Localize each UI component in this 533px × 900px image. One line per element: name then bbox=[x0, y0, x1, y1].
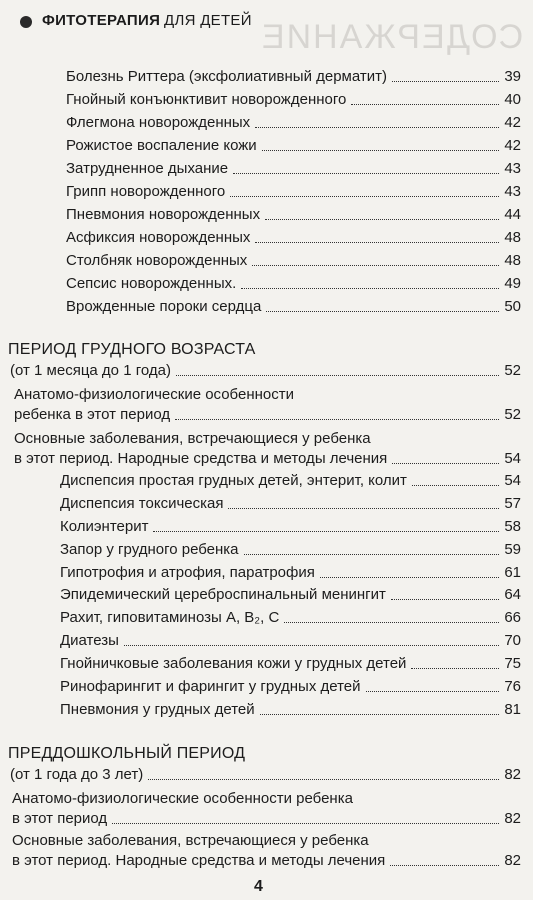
dot-leader bbox=[241, 288, 499, 289]
toc-entry bbox=[66, 275, 521, 293]
toc-entry bbox=[14, 450, 521, 468]
entry-page: 82 bbox=[504, 766, 521, 783]
entry-title: Ринофарингит и фарингит у грудных детей bbox=[60, 678, 361, 695]
toc-entry bbox=[66, 206, 521, 224]
entry-page: 81 bbox=[504, 701, 521, 718]
toc-entry bbox=[60, 541, 521, 559]
entry-title: Затрудненное дыхание bbox=[66, 160, 229, 177]
toc-entry bbox=[14, 406, 521, 424]
entry-title: Грипп новорожденного bbox=[66, 183, 226, 200]
entry-page: 61 bbox=[504, 564, 521, 581]
toc-entry bbox=[60, 564, 521, 582]
entry-page: 59 bbox=[504, 541, 521, 558]
dot-leader bbox=[176, 375, 499, 376]
entry-title-line: Анатомо-физиологические особенности bbox=[14, 386, 294, 403]
dot-leader bbox=[412, 485, 499, 486]
dot-leader bbox=[265, 219, 499, 220]
entry-title: Пневмония новорожденных bbox=[66, 206, 261, 223]
entry-title: Диспепсия токсическая bbox=[60, 495, 224, 512]
entry-page: 54 bbox=[504, 472, 521, 489]
entry-title: (от 1 месяца до 1 года) bbox=[10, 362, 171, 379]
entry-title: Гнойный конъюнктивит новорожденного bbox=[66, 91, 347, 108]
toc-entry bbox=[60, 678, 521, 696]
entry-page: 64 bbox=[504, 586, 521, 603]
entry-page: 40 bbox=[504, 91, 521, 108]
entry-title: Болезнь Риттера (эксфолиативный дерматит) bbox=[66, 68, 387, 85]
dot-leader bbox=[175, 419, 499, 420]
entry-title: Диатезы bbox=[60, 632, 119, 649]
entry-title: Колиэнтерит bbox=[60, 518, 149, 535]
entry-title: Гипотрофия и атрофия, паратрофия bbox=[60, 564, 315, 581]
entry-title: в этот период. Народные средства и методы лечения bbox=[14, 450, 388, 467]
entry-title: Эпидемический цереброспинальный менингит bbox=[60, 586, 386, 603]
toc-entry bbox=[60, 586, 521, 604]
dot-leader bbox=[266, 311, 499, 312]
dot-leader bbox=[284, 622, 499, 623]
entry-title: ребенка в этот период bbox=[14, 406, 171, 423]
section-heading: ПЕРИОД ГРУДНОГО ВОЗРАСТА bbox=[8, 341, 256, 358]
toc-entry bbox=[12, 852, 521, 870]
toc-entry bbox=[60, 655, 521, 673]
entry-title-line: Анатомо-физиологические особенности ребенка bbox=[12, 790, 353, 807]
toc-entry bbox=[66, 252, 521, 270]
toc-entry bbox=[60, 632, 521, 650]
entry-title: (от 1 года до 3 лет) bbox=[10, 766, 144, 783]
dot-leader bbox=[260, 714, 500, 715]
book-title: ФИТОТЕРАПИЯ bbox=[42, 12, 161, 29]
entry-title: Запор у грудного ребенка bbox=[60, 541, 239, 558]
dot-leader bbox=[351, 104, 499, 105]
page-number: 4 bbox=[254, 878, 263, 895]
toc-entry bbox=[66, 160, 521, 178]
dot-leader bbox=[124, 645, 499, 646]
entry-page: 66 bbox=[504, 609, 521, 626]
entry-title-line: Основные заболевания, встречающиеся у ребенка bbox=[12, 832, 369, 849]
entry-title: в этот период. Народные средства и методы лечения bbox=[12, 852, 386, 869]
toc-entry bbox=[10, 766, 521, 784]
entry-page: 50 bbox=[504, 298, 521, 315]
entry-page: 54 bbox=[504, 450, 521, 467]
bleed-through-text: СОДЕРЖАНИЕ bbox=[259, 18, 523, 56]
toc-entry bbox=[60, 701, 521, 719]
dot-leader bbox=[392, 463, 499, 464]
entry-title: Диспепсия простая грудных детей, энтерит, колит bbox=[60, 472, 407, 489]
toc-entry bbox=[60, 518, 521, 536]
entry-page: 42 bbox=[504, 114, 521, 131]
dot-leader bbox=[255, 127, 499, 128]
entry-page: 57 bbox=[504, 495, 521, 512]
dot-leader bbox=[391, 599, 499, 600]
entry-title: Рожистое воспаление кожи bbox=[66, 137, 257, 154]
entry-title: Столбняк новорожденных bbox=[66, 252, 248, 269]
entry-page: 58 bbox=[504, 518, 521, 535]
toc-entry bbox=[66, 298, 521, 316]
entry-page: 82 bbox=[504, 810, 521, 827]
entry-title: Асфиксия новорожденных bbox=[66, 229, 251, 246]
entry-title: Флегмона новорожденных bbox=[66, 114, 251, 131]
entry-title-line: Основные заболевания, встречающиеся у ребенка bbox=[14, 430, 371, 447]
entry-page: 48 bbox=[504, 229, 521, 246]
dot-leader bbox=[228, 508, 499, 509]
entry-page: 82 bbox=[504, 852, 521, 869]
toc-entry bbox=[66, 91, 521, 109]
entry-title: в этот период bbox=[12, 810, 108, 827]
entry-title: Пневмония у грудных детей bbox=[60, 701, 255, 718]
toc-entry bbox=[66, 68, 521, 86]
book-subtitle: ДЛЯ ДЕТЕЙ bbox=[164, 12, 252, 29]
dot-leader bbox=[153, 531, 499, 532]
entry-page: 43 bbox=[504, 160, 521, 177]
dot-leader bbox=[230, 196, 499, 197]
toc-entry bbox=[60, 609, 521, 627]
toc-entry bbox=[10, 362, 521, 380]
entry-page: 42 bbox=[504, 137, 521, 154]
entry-title: Врожденные пороки сердца bbox=[66, 298, 262, 315]
toc-entry bbox=[66, 137, 521, 155]
dot-leader bbox=[411, 668, 499, 669]
dot-leader bbox=[252, 265, 499, 266]
entry-page: 70 bbox=[504, 632, 521, 649]
entry-page: 75 bbox=[504, 655, 521, 672]
toc-entry bbox=[12, 810, 521, 828]
entry-page: 52 bbox=[504, 362, 521, 379]
dot-leader bbox=[255, 242, 499, 243]
toc-entry bbox=[66, 229, 521, 247]
dot-leader bbox=[112, 823, 499, 824]
dot-leader bbox=[366, 691, 500, 692]
entry-page: 39 bbox=[504, 68, 521, 85]
entry-page: 52 bbox=[504, 406, 521, 423]
dot-leader bbox=[244, 554, 500, 555]
dot-leader bbox=[262, 150, 500, 151]
toc-entry bbox=[66, 183, 521, 201]
dot-leader bbox=[392, 81, 499, 82]
toc-entry bbox=[60, 495, 521, 513]
dot-leader bbox=[320, 577, 499, 578]
entry-title: Сепсис новорожденных. bbox=[66, 275, 237, 292]
dot-leader bbox=[148, 779, 499, 780]
entry-page: 49 bbox=[504, 275, 521, 292]
entry-page: 44 bbox=[504, 206, 521, 223]
entry-title: Рахит, гиповитаминозы А, В₂, С bbox=[60, 609, 280, 626]
dot-leader bbox=[390, 865, 499, 866]
entry-page: 48 bbox=[504, 252, 521, 269]
dot-leader bbox=[233, 173, 499, 174]
toc-entry bbox=[60, 472, 521, 490]
section-heading: ПРЕДДОШКОЛЬНЫЙ ПЕРИОД bbox=[8, 745, 246, 762]
entry-page: 43 bbox=[504, 183, 521, 200]
entry-page: 76 bbox=[504, 678, 521, 695]
toc-entry bbox=[66, 114, 521, 132]
entry-title: Гнойничковые заболевания кожи у грудных детей bbox=[60, 655, 407, 672]
